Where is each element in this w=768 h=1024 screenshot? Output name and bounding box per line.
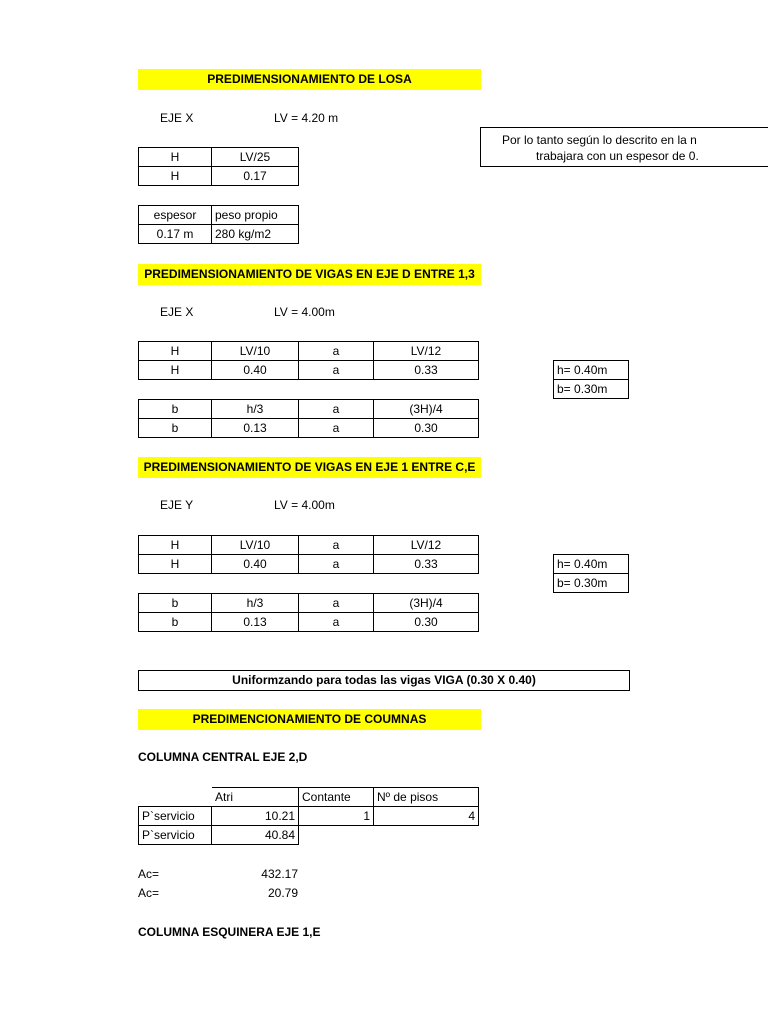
cell: a	[299, 342, 374, 361]
cell: H	[139, 167, 212, 186]
columna-esquinera-title: COLUMNA ESQUINERA EJE 1,E	[138, 925, 321, 939]
eje-label: EJE X	[160, 305, 194, 319]
vigas-1-result	[553, 554, 629, 593]
cell	[374, 826, 479, 845]
cell: Nº de pisos	[374, 788, 479, 807]
cell: LV/10	[212, 342, 299, 361]
cell	[299, 826, 374, 845]
cell: (3H)/4	[374, 400, 479, 419]
cell: 0.40	[212, 555, 299, 574]
cell: H	[139, 555, 212, 574]
cell: b	[139, 594, 212, 613]
result-b: b= 0.30m	[554, 574, 629, 593]
cell: LV/12	[374, 342, 479, 361]
cell	[139, 788, 212, 807]
result-h: h= 0.40m	[554, 361, 629, 380]
columnas-table	[138, 787, 479, 845]
cell: a	[299, 594, 374, 613]
cell: 0.33	[374, 361, 479, 380]
section-header-columnas: PREDIMENCIONAMIENTO DE COUMNAS	[138, 709, 481, 730]
cell: 0.17 m	[139, 225, 212, 244]
losa-note-box	[480, 127, 768, 167]
section-header-losa: PREDIMENSIONAMIENTO DE LOSA	[138, 69, 481, 90]
cell: 0.40	[212, 361, 299, 380]
cell: h/3	[212, 400, 299, 419]
cell: P`servicio	[139, 807, 212, 826]
cell: H	[139, 536, 212, 555]
lv-value: LV = 4.00m	[274, 498, 335, 512]
uniform-note: Uniformzando para todas las vigas VIGA (0.30 X 0.40)	[138, 670, 630, 691]
cell: 0.13	[212, 613, 299, 632]
cell: 0.30	[374, 419, 479, 438]
cell: 280 kg/m2	[212, 225, 299, 244]
vigas-1-table-b	[138, 593, 479, 632]
cell: LV/12	[374, 536, 479, 555]
ac-label-1: Ac=	[138, 867, 160, 881]
vigas-1-table-h	[138, 535, 479, 574]
cell: a	[299, 361, 374, 380]
ac-value-1: 432.17	[261, 867, 298, 881]
cell: 4	[374, 807, 479, 826]
lv-value: LV = 4.00m	[274, 305, 335, 319]
cell: 10.21	[212, 807, 299, 826]
ac-label-2: Ac=	[138, 886, 160, 900]
eje-label: EJE X	[160, 111, 194, 125]
vigas-d-table-b	[138, 399, 479, 438]
cell: H	[139, 148, 212, 167]
note-line-2: trabajara con un espesor de 0.	[536, 149, 699, 163]
cell: a	[299, 536, 374, 555]
cell: peso propio	[212, 206, 299, 225]
cell: 1	[299, 807, 374, 826]
cell: a	[299, 419, 374, 438]
vigas-d-result	[553, 360, 629, 399]
result-h: h= 0.40m	[554, 555, 629, 574]
cell: 0.17	[212, 167, 299, 186]
cell: LV/10	[212, 536, 299, 555]
eje-label: EJE Y	[160, 498, 194, 512]
ac-value-2: 20.79	[267, 886, 298, 900]
cell: b	[139, 613, 212, 632]
cell: Contante	[299, 788, 374, 807]
cell: 0.33	[374, 555, 479, 574]
cell: a	[299, 555, 374, 574]
lv-value: LV = 4.20 m	[274, 111, 339, 125]
losa-table-h	[138, 147, 299, 186]
cell: 0.30	[374, 613, 479, 632]
cell: H	[139, 342, 212, 361]
cell: b	[139, 419, 212, 438]
section-header-vigas-d: PREDIMENSIONAMIENTO DE VIGAS EN EJE D ENTRE 1,3	[138, 264, 481, 285]
cell: h/3	[212, 594, 299, 613]
cell: b	[139, 400, 212, 419]
cell: Atri	[212, 788, 299, 807]
cell: 40.84	[212, 826, 299, 845]
cell: espesor	[139, 206, 212, 225]
cell: P`servicio	[139, 826, 212, 845]
cell: LV/25	[212, 148, 299, 167]
note-line-1: Por lo tanto según lo descrito en la n	[502, 133, 697, 147]
vigas-d-table-h	[138, 341, 479, 380]
cell: a	[299, 613, 374, 632]
result-b: b= 0.30m	[554, 380, 629, 399]
columna-central-title: COLUMNA CENTRAL EJE 2,D	[138, 750, 308, 764]
cell: a	[299, 400, 374, 419]
section-header-vigas-1: PREDIMENSIONAMIENTO DE VIGAS EN EJE 1 ENTRE C,E	[138, 457, 481, 478]
cell: H	[139, 361, 212, 380]
cell: 0.13	[212, 419, 299, 438]
losa-table-espesor	[138, 205, 299, 244]
cell: (3H)/4	[374, 594, 479, 613]
